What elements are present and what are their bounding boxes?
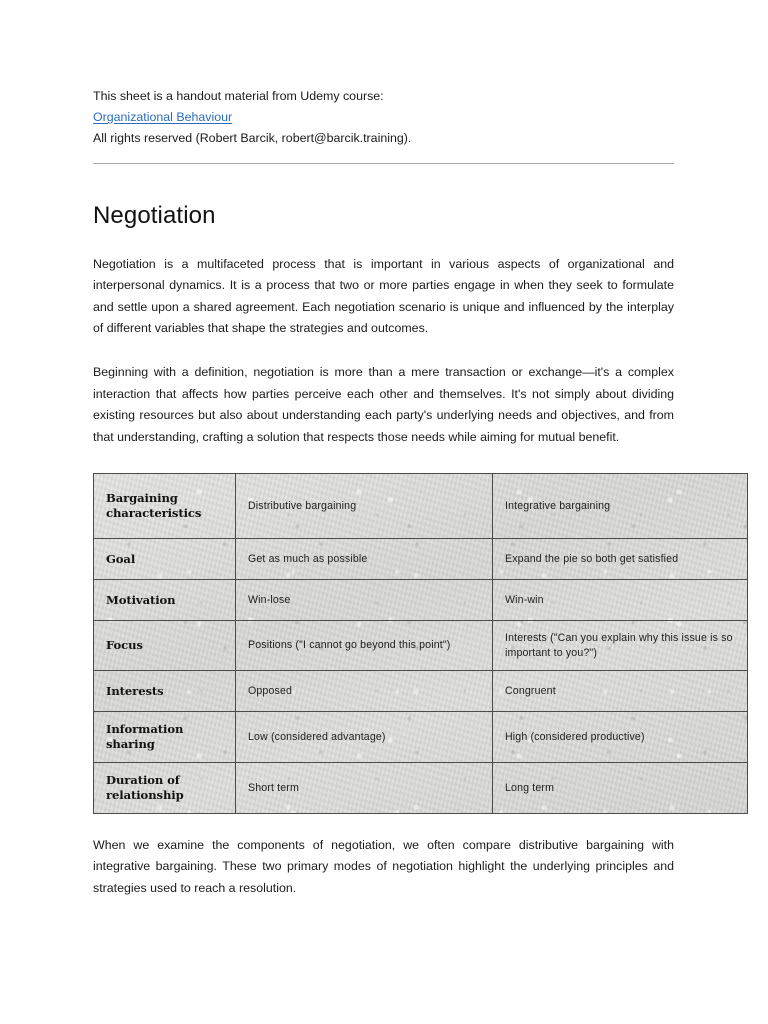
row-distributive-focus: Positions ("I cannot go beyond this point") xyxy=(236,621,493,671)
row-integrative-motivation: Win-win xyxy=(493,580,748,621)
table-header-distributive: Distributive bargaining xyxy=(236,474,493,539)
row-label-focus: Focus xyxy=(94,621,236,671)
header-divider xyxy=(93,163,674,164)
row-integrative-interests: Congruent xyxy=(493,671,748,712)
row-label-information-sharing: Information sharing xyxy=(94,712,236,763)
row-label-motivation: Motivation xyxy=(94,580,236,621)
row-distributive-motivation: Win-lose xyxy=(236,580,493,621)
page-title: Negotiation xyxy=(93,202,216,229)
row-integrative-duration: Long term xyxy=(493,763,748,814)
bargaining-comparison-table-wrapper xyxy=(93,448,733,814)
paragraph-closing: When we examine the components of negotiation, we often compare distributive bargaining with integrative bargaining. These two primary modes of negotiation highlight the underlying principles and strategies used to reach a resolution. xyxy=(93,838,674,895)
handout-line-rights: All rights reserved (Robert Barcik, robert@barcik.training). xyxy=(93,131,412,145)
row-integrative-information-sharing: High (considered productive) xyxy=(493,712,748,763)
table-row xyxy=(94,763,748,814)
table-row xyxy=(94,621,748,671)
table-header-integrative: Integrative bargaining xyxy=(493,474,748,539)
handout-notice xyxy=(93,0,674,149)
paragraph-intro: Negotiation is a multifaceted process that is important in various aspects of organizational and interpersonal dynamics. It is a process that two or more parties engage in when they seek to formulate and settle upon a shared agreement. Each negotiation scenario is unique and influenced by the interplay of different variables that shape the strategies and outcomes. xyxy=(93,256,674,336)
row-integrative-goal: Expand the pie so both get satisfied xyxy=(493,539,748,580)
row-distributive-interests: Opposed xyxy=(236,671,493,712)
table-row xyxy=(94,712,748,763)
row-label-interests: Interests xyxy=(94,671,236,712)
handout-line-source: This sheet is a handout material from Udemy course: xyxy=(93,89,384,103)
table-header-label: Bargaining characteristics xyxy=(94,474,236,539)
row-label-duration: Duration of relationship xyxy=(94,763,236,814)
table-row xyxy=(94,671,748,712)
row-distributive-goal: Get as much as possible xyxy=(236,539,493,580)
course-link[interactable]: Organizational Behaviour xyxy=(93,110,233,124)
document-content xyxy=(93,0,733,899)
row-distributive-information-sharing: Low (considered advantage) xyxy=(236,712,493,763)
paragraph-definition: Beginning with a definition, negotiation is more than a mere transaction or exchange—it's a complex interaction that affects how parties perceive each other and themselves. It's not simply about dividing existing resources but also about understanding each party's underlying needs and objectives, and from that understanding, crafting a solution that respects those needs while aiming for mutual benefit. xyxy=(93,365,674,444)
table-row xyxy=(94,580,748,621)
row-distributive-duration: Short term xyxy=(236,763,493,814)
table-row xyxy=(94,539,748,580)
table-row-header xyxy=(94,474,748,539)
row-integrative-focus: Interests ("Can you explain why this issue is so important to you?") xyxy=(493,621,748,671)
handout-course-link-row xyxy=(93,107,674,128)
row-label-goal: Goal xyxy=(94,539,236,580)
bargaining-comparison-table xyxy=(93,473,748,814)
